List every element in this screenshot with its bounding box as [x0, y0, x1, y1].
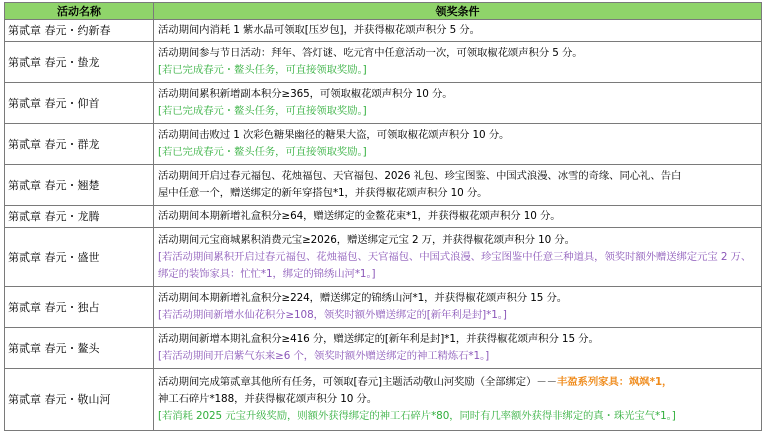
table-row [5, 228, 762, 287]
condition-cell [154, 42, 762, 83]
condition-cell [154, 206, 762, 228]
condition-text-part: 活动期间完成第贰章其他所有任务，可领取[春元]主题活动敬山河奖励（全部绑定）－－ [158, 376, 557, 388]
condition-note: [若活动期间新增水仙花积分≥108，领奖时额外赠送绑定的[新年利是封]*1。] [158, 309, 507, 321]
condition-text: 活动期间击败过 1 次彩色糖果幽径的糖果大盗，可领取椒花颂声积分 10 分。 [158, 129, 510, 141]
table-row [5, 42, 762, 83]
condition-text: 活动期间累积新增副本积分≥365，可领取椒花颂声积分 10 分。 [158, 88, 453, 100]
activity-name-cell: 第贰章 春元・仰首 [5, 83, 154, 124]
condition-note: [若活动期间累积开启过春元福包、花烛福包、天官福包、中国式浪漫、珍宝图鉴中任意三种道具，领奖时额外赠送绑定元宝 2 万、绑定的装饰家具：忙忙*1，绑定的锦绣山河*1。] [158, 250, 752, 280]
condition-note: [若已完成春元・鳌头任务，可直接领取奖励。] [158, 64, 367, 76]
activity-name-cell: 第贰章 春元・约新春 [5, 20, 154, 42]
condition-note: [若消耗 2025 元宝升级奖励，则额外获得绑定的神工石碎片*80，同时有几率额外获得非绑定的真・珠光宝气*1。] [158, 410, 676, 422]
table-row [5, 124, 762, 165]
condition-text: 活动期间元宝商城累积消费元宝≥2026，赠送绑定元宝 2 万，并获得椒花颂声积分 10 分。 [158, 233, 575, 246]
condition-cell [154, 165, 762, 206]
activity-name-cell: 第贰章 春元・敬山河 [5, 369, 154, 431]
condition-note: [若活动期间开启紫气东来≥6 个，领奖时额外赠送绑定的神工精炼石*1。] [158, 350, 490, 362]
condition-note: [若已完成春元・鳌头任务，可直接领取奖励。] [158, 105, 367, 117]
table-row [5, 287, 762, 328]
table-row [5, 369, 762, 431]
condition-text: 活动期间新增本期礼盒积分≥416 分，赠送绑定的[新年利是封]*1，并获得椒花颂声积分 15 分。 [158, 333, 599, 345]
condition-text: 屋中任意一个，赠送绑定的新年穿搭包*1，并获得椒花颂声积分 10 分。 [158, 187, 488, 199]
condition-cell [154, 228, 762, 287]
activity-name-cell: 第贰章 春元・鳌头 [5, 328, 154, 369]
condition-cell [154, 83, 762, 124]
condition-note: [若已完成春元・鳌头任务，可直接领取奖励。] [158, 146, 367, 158]
activity-name-cell: 第贰章 春元・群龙 [5, 124, 154, 165]
table-row [5, 20, 762, 42]
condition-text: 活动期间本期新增礼盒积分≥64，赠送绑定的金鳌花束*1，并获得椒花颂声积分 10 分。 [158, 210, 561, 222]
condition-text: 活动期间内消耗 1 紫水晶可领取[压岁包]，并获得椒花颂声积分 5 分。 [158, 24, 480, 36]
condition-cell [154, 369, 762, 431]
reward-conditions-table [4, 2, 762, 431]
header-activity-name: 活动名称 [5, 3, 154, 20]
condition-text: 活动期间本期新增礼盒积分≥224，赠送绑定的锦绣山河*1，并获得椒花颂声积分 15 分。 [158, 292, 568, 304]
condition-cell [154, 20, 762, 42]
reward-highlight: 丰盈系列家具：飒飒*1， [556, 376, 673, 388]
activity-name-cell: 第贰章 春元・蛰龙 [5, 42, 154, 83]
activity-name-cell: 第贰章 春元・独占 [5, 287, 154, 328]
condition-cell [154, 287, 762, 328]
table-row [5, 165, 762, 206]
table-row [5, 206, 762, 228]
activity-name-cell: 第贰章 春元・盛世 [5, 228, 154, 287]
condition-cell [154, 124, 762, 165]
table-row [5, 328, 762, 369]
condition-text: 活动期间开启过春元福包、花烛福包、天官福包、2026 礼包、珍宝图鉴、中国式浪漫、冰雪的奇缘、同心礼、告白 [158, 170, 682, 182]
condition-text: 活动期间参与节日活动：拜年、答灯谜、吃元宵中任意活动一次，可领取椒花颂声积分 5 分。 [158, 47, 583, 59]
condition-cell [154, 328, 762, 369]
condition-text: 神工石碎片*188，并获得椒花颂声积分 10 分。 [158, 393, 377, 405]
condition-text [158, 374, 757, 391]
header-reward-condition: 领奖条件 [154, 3, 762, 20]
reward-table-container [4, 2, 761, 431]
activity-name-cell: 第贰章 春元・龙腾 [5, 206, 154, 228]
table-row [5, 83, 762, 124]
activity-name-cell: 第贰章 春元・翘楚 [5, 165, 154, 206]
table-header-row [5, 3, 762, 20]
